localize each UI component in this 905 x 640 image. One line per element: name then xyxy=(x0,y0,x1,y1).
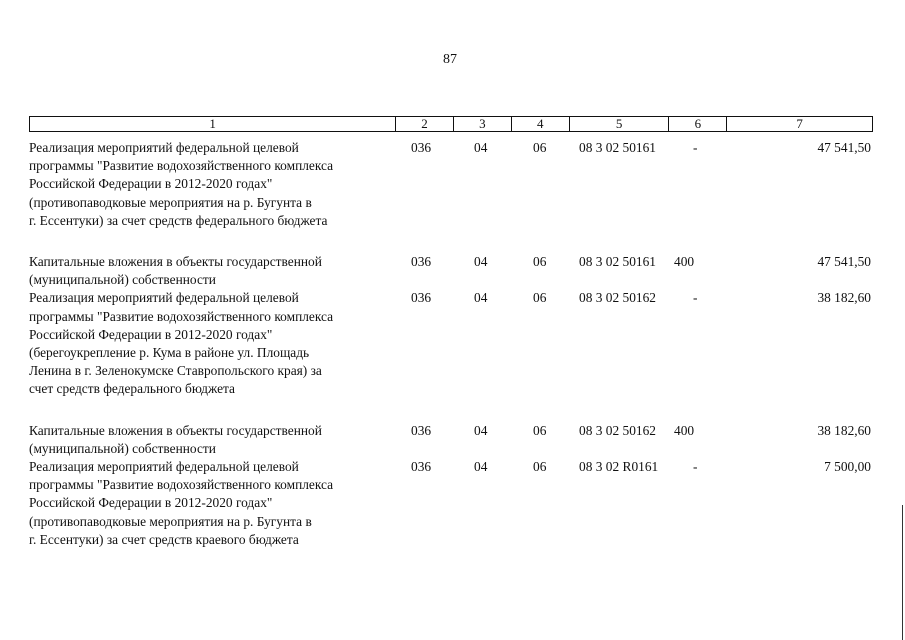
row-expense-type: 400 xyxy=(674,422,695,438)
name-line: программы "Развитие водохозяйственного комплекса xyxy=(29,477,334,493)
row-name xyxy=(27,139,396,230)
row-adm-code: 036 xyxy=(411,459,432,475)
name-line: (противопаводковые мероприятия на р. Бугунта в xyxy=(29,194,312,210)
row-subsection: 06 xyxy=(533,459,547,475)
name-line: Капитальные вложения в объекты государственной xyxy=(29,254,322,270)
name-line: Реализация мероприятий федеральной целевой xyxy=(29,140,299,155)
row-target-code: 08 3 02 50161 xyxy=(579,140,656,155)
row-subsection: 06 xyxy=(533,140,547,155)
row-expense-type: - xyxy=(693,140,698,155)
name-line: г. Ессентуки) за счет средств федерального бюджета xyxy=(29,212,328,228)
name-line: (муниципальной) собственности xyxy=(29,440,216,456)
page-number: 87 xyxy=(443,52,457,67)
row-subsection: 06 xyxy=(533,422,547,438)
row-subsection: 06 xyxy=(533,290,547,306)
header-col-5: 5 xyxy=(570,117,670,131)
name-line: Реализация мероприятий федеральной целевой xyxy=(29,290,299,306)
header-col-7: 7 xyxy=(796,116,803,131)
table-row xyxy=(27,458,873,549)
row-name xyxy=(27,422,396,458)
row-expense-type: - xyxy=(693,290,698,306)
row-adm-code: 036 xyxy=(411,290,432,306)
row-expense-type: - xyxy=(693,459,698,475)
row-section: 04 xyxy=(474,422,488,438)
header-col-4: 4 xyxy=(512,117,570,131)
header-col-3: 3 xyxy=(454,117,512,131)
table-row xyxy=(27,139,873,230)
row-adm-code: 036 xyxy=(411,140,432,155)
name-line: (противопаводковые мероприятия на р. Бугунта в xyxy=(29,513,312,529)
row-target-code: 08 3 02 50161 xyxy=(579,254,656,270)
table-row xyxy=(27,422,873,458)
row-amount: 47 541,50 xyxy=(817,254,871,270)
row-adm-code: 036 xyxy=(411,254,432,270)
name-line: (муниципальной) собственности xyxy=(29,272,216,288)
budget-table xyxy=(27,116,873,549)
name-line: г. Ессентуки) за счет средств краевого бюджета xyxy=(29,531,299,547)
row-adm-code: 036 xyxy=(411,422,432,438)
scan-edge-line xyxy=(902,505,903,640)
header-col-2: 2 xyxy=(396,117,454,131)
name-line: Российской Федерации в 2012-2020 годах" xyxy=(29,326,273,342)
name-line: Российской Федерации в 2012-2020 годах" xyxy=(29,495,273,511)
row-target-code: 08 3 02 50162 xyxy=(579,290,656,306)
row-target-code: 08 3 02 R0161 xyxy=(579,459,659,475)
row-amount: 47 541,50 xyxy=(817,140,871,155)
row-amount: 7 500,00 xyxy=(824,459,871,475)
name-line: Российской Федерации в 2012-2020 годах" xyxy=(29,176,273,192)
name-line: программы "Развитие водохозяйственного комплекса xyxy=(29,308,334,324)
row-amount: 38 182,60 xyxy=(817,422,871,438)
row-name xyxy=(27,289,396,398)
name-line: Реализация мероприятий федеральной целевой xyxy=(29,459,299,475)
name-line: (берегоукрепление р. Кума в районе ул. Площадь xyxy=(29,345,310,361)
row-name xyxy=(27,253,396,289)
row-section: 04 xyxy=(474,459,488,475)
name-line: Ленина в г. Зеленокумске Ставропольского края) за xyxy=(29,363,322,379)
row-section: 04 xyxy=(474,254,488,270)
row-target-code: 08 3 02 50162 xyxy=(579,422,656,438)
row-section: 04 xyxy=(474,140,488,155)
table-row xyxy=(27,289,873,398)
name-line: счет средств федерального бюджета xyxy=(29,381,235,397)
row-amount: 38 182,60 xyxy=(817,290,871,306)
row-name xyxy=(27,458,396,549)
row-subsection: 06 xyxy=(533,254,547,270)
header-col-6: 6 xyxy=(669,117,727,131)
name-line: Капитальные вложения в объекты государственной xyxy=(29,422,322,438)
header-col-1: 1 xyxy=(30,117,396,131)
row-section: 04 xyxy=(474,290,488,306)
table-header xyxy=(29,116,873,132)
name-line: программы "Развитие водохозяйственного комплекса xyxy=(29,158,334,174)
row-expense-type: 400 xyxy=(674,254,695,270)
table-row xyxy=(27,253,873,289)
